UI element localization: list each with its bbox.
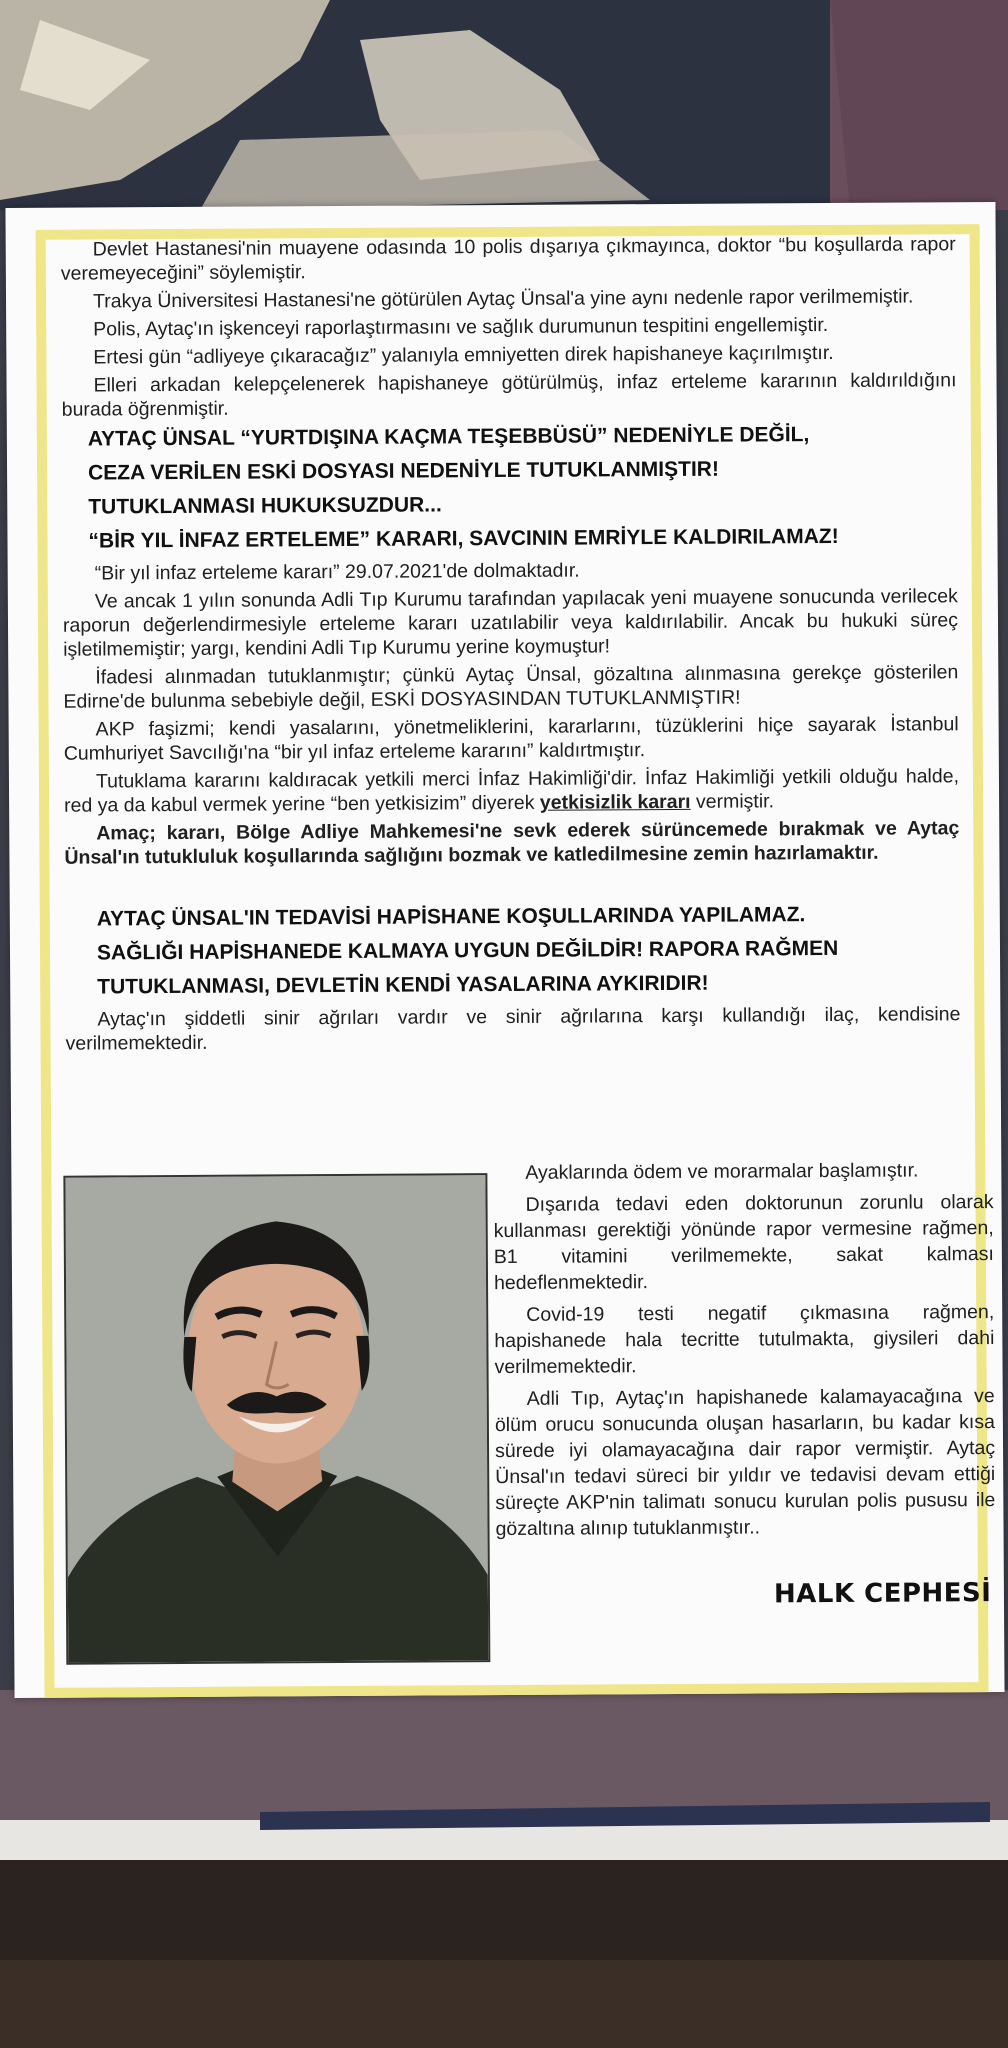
portrait-drawing (65, 1175, 488, 1663)
paragraph-amac: Amaç; kararı, Bölge Adliye Mahkemesi'ne sevk ederek sürüncemede bırakmak ve Aytaç Ünsal'ın tutukluluk koşullarında sağlığını bozmak ve katledilmesine zemin hazırlamaktır. (64, 817, 960, 869)
paragraph: Dışarıda tedavi eden doktorunun zorunlu olarak kullanması gerektiği yönünde rapor vermesine rağmen, B1 vitamini verilmemekte, sakat kalması hedeflenmektedir. (493, 1191, 994, 1295)
underlined-phrase: yetkisizlik kararı (539, 790, 691, 814)
paragraph: İfadesi alınmadan tutuklanmıştır; çünkü Aytaç Ünsal, gözaltına alınmasına gerekçe gösterilen Edirne'de bulunma sebebiyle değil, ESKİ DOSYASINDAN TUTUKLANMIŞTIR! (63, 661, 959, 713)
paragraph: Ve ancak 1 yılın sonunda Adli Tıp Kurumu tarafından yapılacak yeni muayene sonucunda verilecek raporun değerlendirmesiyle erteleme kararı uzatılabilir veya kaldırılabilir. Ancak bu hukuki süreç işletilmemiştir; yargı, kendini Adli Tıp Kurumu yerine koymuştur! (62, 585, 959, 661)
signature: HALK CEPHESİ (773, 1578, 992, 1610)
paragraph: Polis, Aytaç'ın işkenceyi raporlaştırmasını ve sağlık durumunun tespitini engellemiştir. (93, 314, 829, 341)
headline-line: AYTAÇ ÜNSAL'IN TEDAVİSİ HAPİSHANE KOŞULLARINDA YAPILAMAZ. (96, 903, 806, 931)
paragraph: Adli Tıp, Aytaç'ın hapishanede kalamayacağına ve ölüm orucu sonucunda oluşan hasarların, bu kadar kısa sürede iyi olamayacağına dair rapor vermiştir. Aytaç Ünsal'ın tedavi süreci bir yıldır ve tedavisi devam ettiği süreçte AKP'nin talimatı sonucu kurulan polis pususu ile gözaltına alınıp tutuklanmıştır.. (494, 1385, 996, 1541)
headline-line: TUTUKLANMASI, DEVLETİN KENDİ YASALARINA AYKIRIDIR! (97, 971, 709, 999)
paragraph: “Bir yıl infaz erteleme kararı” 29.07.2021'de dolmaktadır. (94, 559, 580, 585)
paragraph-hakim-text: Tutuklama kararını kaldıracak yetkili merci İnfaz Hakimliği'dir. İnfaz Hakimliği yetkili olduğu halde, red ya da kabul vermek yerine “ben yetkisizim” diyerek (64, 765, 960, 817)
paragraph: Ertesi gün “adliyeye çıkaracağız” yalanıyla emniyetten direk hapishaneye kaçırılmıştır. (93, 341, 834, 369)
paragraph: Aytaç'ın şiddetli sinir ağrıları vardır ve sinir ağrılarına karşı kullandığı ilaç, kendisine verilmemektedir. (65, 1003, 961, 1055)
paragraph: AKP faşizmi; kendi yasalarını, yönetmeliklerini, kararlarını, tüzüklerini hiçe sayarak İstanbul Cumhuriyet Savcılığı'na “bir yıl infaz erteleme kararını” kaldırtmıştır. (63, 713, 959, 765)
poster-sheet (5, 202, 1004, 1698)
paragraph: Covid-19 testi negatif çıkmasına rağmen, hapishanede hala tecritte tutulmakta, giysileri dahi verilmemektedir. (494, 1301, 995, 1379)
paragraph: Ayaklarında ödem ve morarmalar başlamıştır. (525, 1159, 919, 1184)
right-column (493, 1157, 995, 1548)
headline-line: “BİR YIL İNFAZ ERTELEME” KARARI, SAVCININ EMRİYLE KALDIRILAMAZ! (88, 524, 839, 553)
portrait-photo-icon (63, 1173, 490, 1665)
headline-line: TUTUKLANMASI HUKUKSUZDUR... (88, 493, 442, 519)
headline-line: AYTAÇ ÜNSAL “YURTDIŞINA KAÇMA TEŞEBBÜSÜ” NEDENİYLE DEĞİL, (87, 423, 810, 451)
paragraph-hakim (64, 764, 959, 817)
headline-line: CEZA VERİLEN ESKİ DOSYASI NEDENİYLE TUTUKLANMIŞTIR! (88, 457, 719, 485)
headline-line: SAĞLIĞI HAPİSHANEDE KALMAYA UYGUN DEĞİLDİR! RAPORA RAĞMEN (96, 936, 839, 965)
paragraph-hakim-end: vermiştir. (690, 790, 775, 813)
paragraph: Devlet Hastanesi'nin muayene odasında 10 polis dışarıya çıkmayınca, doktor “bu koşullarda rapor veremeyeceğini” söylemiştir. (60, 233, 956, 285)
paragraph: Elleri arkadan kelepçelenerek hapishaneye götürülmüş, infaz erteleme kararının kaldırıldığını burada öğrenmiştir. (61, 369, 957, 421)
paragraph: Trakya Üniversitesi Hastanesi'ne götürülen Aytaç Ünsal'a yine aynı nedenle rapor verilmemiştir. (92, 285, 914, 313)
